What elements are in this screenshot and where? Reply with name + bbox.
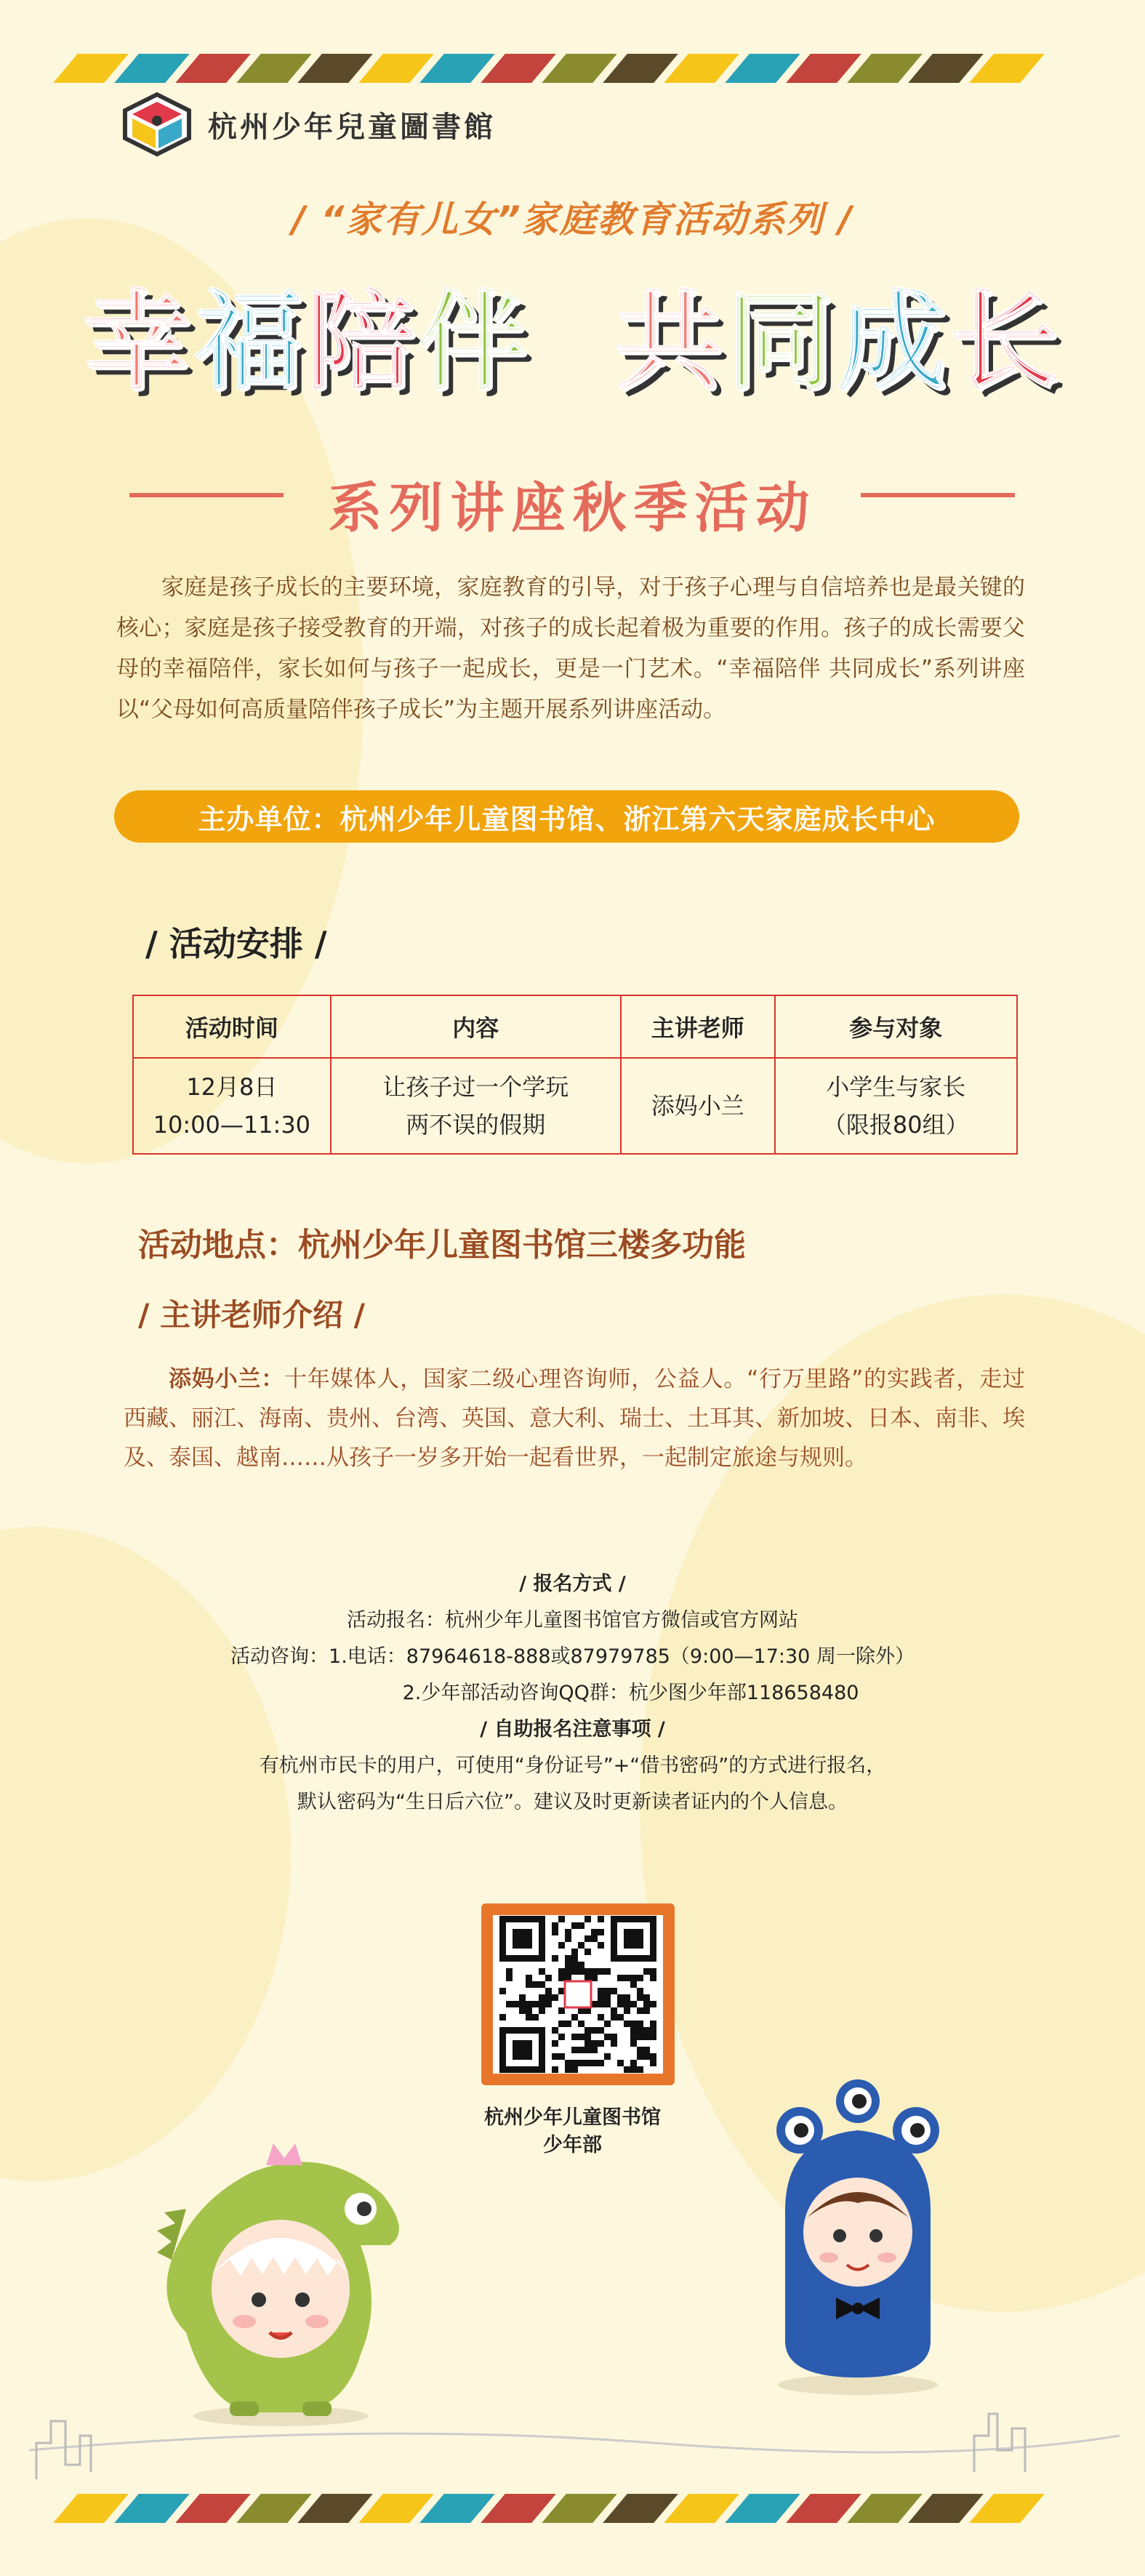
- subtitle: 系列讲座秋季活动: [328, 477, 817, 539]
- intro-paragraph: 家庭是孩子成长的主要环境，家庭教育的引导，对于孩子心理与自信培养也是最关键的核心；家庭是孩子接受教育的开端，对孩子的成长起着极为重要的作用。孩子的成长需要父母的幸福陪伴，家长如何与孩子一起成长，更是一门艺术。“幸福陪伴 共同成长”系列讲座以“父母如何高质量陪伴孩子成长”为主题开展系列讲座活动。: [116, 574, 1025, 723]
- event-time: 10:00—11:30: [153, 1111, 311, 1139]
- schedule-table: [132, 995, 1018, 1155]
- cell-time: [133, 1058, 331, 1154]
- notes-line: 有杭州市民卡的用户，可使用“身份证号”+“借书密码”的方式进行报名，: [259, 1754, 886, 1777]
- headline-char: 同: [726, 279, 839, 404]
- header-time: 活动时间: [133, 995, 331, 1058]
- cell-audience: [775, 1058, 1017, 1154]
- registration-line: 2.少年部活动咨询QQ群：杭少图少年部118658480: [402, 1682, 859, 1704]
- qr-code-icon: [493, 1915, 663, 2074]
- organizer-banner: 主办单位：杭州少年儿童图书馆、浙江第六天家庭成长中心: [114, 790, 1019, 843]
- main-headline: [0, 276, 1145, 407]
- notes-heading: / 自助报名注意事项 /: [480, 1718, 665, 1741]
- teacher-bio: [124, 1360, 1025, 1477]
- event-date: 12月8日: [186, 1073, 278, 1101]
- qr-code-frame: [481, 1903, 675, 2085]
- registration-line: 活动咨询：1.电话：87964618-888或87979785（9:00—17:30 周一除外）: [230, 1645, 915, 1668]
- library-logo: [122, 92, 496, 157]
- header-audience: 参与对象: [775, 995, 1017, 1058]
- library-logo-icon: [122, 92, 192, 157]
- content-line: 两不误的假期: [406, 1111, 546, 1139]
- venue: 活动地点：杭州少年儿童图书馆三楼多功能: [138, 1227, 746, 1264]
- headline-char: [531, 279, 614, 404]
- notes-line: 默认密码为“生日后六位”。建议及时更新读者证内的个人信息。: [297, 1791, 848, 1813]
- series-title: / “家有儿女”家庭教育活动系列 /: [292, 198, 853, 241]
- audience-line: （限报80组）: [822, 1111, 969, 1139]
- teacher-name: 添妈小兰：: [169, 1366, 285, 1392]
- stripe: [969, 2494, 1045, 2523]
- decorative-stripes-top: [65, 54, 1083, 83]
- headline-char: 成: [838, 279, 951, 404]
- table-header-row: [133, 995, 1017, 1058]
- content-line: 让孩子过一个学玩: [382, 1073, 569, 1101]
- headline-char: 长: [950, 279, 1063, 404]
- blue-monster-costume-kid-illustration: [756, 2079, 960, 2399]
- headline-char: 伴: [418, 279, 531, 404]
- cell-content: [331, 1058, 621, 1154]
- qr-caption: 少年部: [543, 2134, 602, 2156]
- cell-teacher: 添妈小兰: [621, 1058, 775, 1154]
- header-content: 内容: [331, 995, 621, 1058]
- decorative-stripes-bottom: [65, 2494, 1083, 2523]
- schedule-heading: / 活动安排 /: [145, 924, 327, 963]
- headline-char: 幸: [82, 279, 195, 404]
- table-row: [133, 1058, 1017, 1154]
- dinosaur-costume-kid-illustration: [142, 2114, 433, 2434]
- qr-caption: 杭州少年儿童图书馆: [484, 2106, 661, 2129]
- teacher-intro-heading: / 主讲老师介绍 /: [138, 1297, 365, 1333]
- audience-line: 小学生与家长: [826, 1073, 966, 1101]
- registration-heading: / 报名方式 /: [519, 1573, 626, 1595]
- headline-char: 福: [194, 279, 307, 404]
- registration-line: 活动报名：杭州少年儿童图书馆官方微信或官方网站: [347, 1609, 798, 1632]
- header-teacher: 主讲老师: [621, 995, 775, 1058]
- library-name: 杭州少年兒童圖書館: [208, 109, 496, 144]
- headline-char: 陪: [306, 279, 419, 404]
- stripe: [969, 54, 1045, 83]
- teacher-bio-text: 十年媒体人，国家二级心理咨询师，公益人。“行万里路”的实践者，走过西藏、丽江、海南、贵州、台湾、英国、意大利、瑞士、土耳其、新加坡、日本、南非、埃及、泰国、越南……从孩子一岁多开始一起看世界，一起制定旅途与规则。: [124, 1366, 1026, 1471]
- headline-char: 共: [614, 279, 727, 404]
